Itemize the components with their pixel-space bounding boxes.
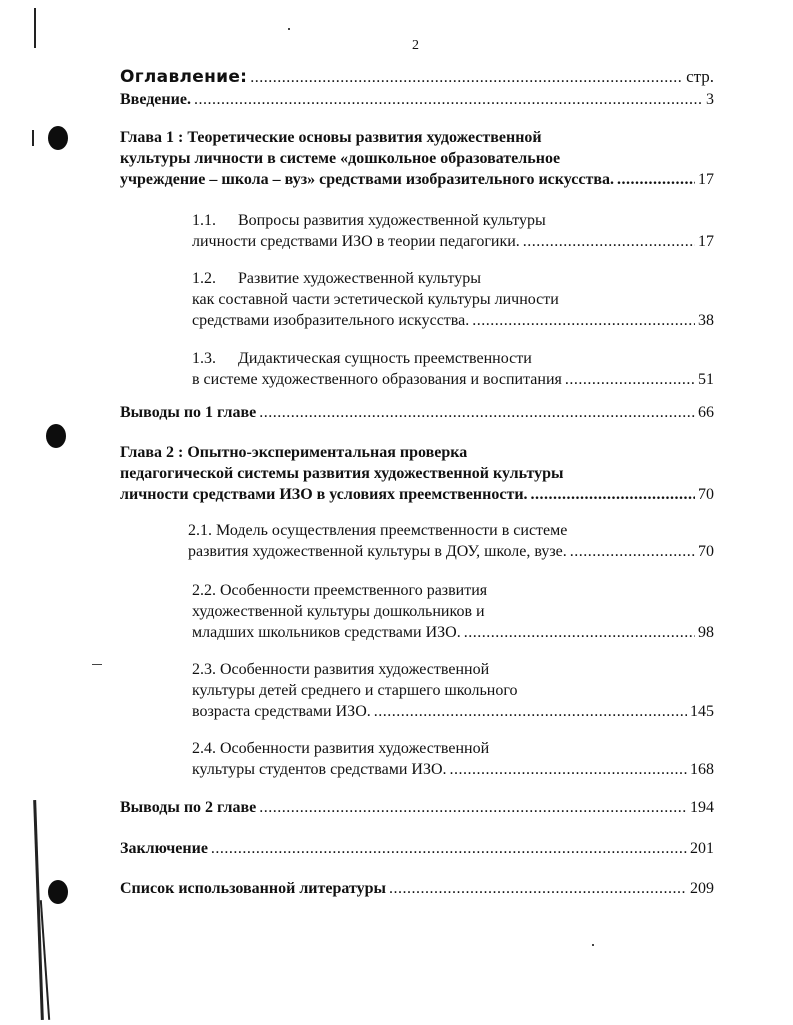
punch-hole (46, 424, 66, 448)
entry-page: 70 (698, 543, 714, 560)
scan-speck (592, 944, 594, 946)
toc-entry-conclusion (120, 838, 714, 859)
section-number: 1.3. (192, 350, 216, 367)
entry-line: культуры детей среднего и старшего школьного (192, 682, 518, 699)
dot-leader (464, 622, 695, 643)
dot-leader (565, 369, 695, 390)
entry-page: 51 (698, 371, 714, 388)
section-number: 1.1. (192, 212, 216, 229)
entry-line-last: развития художественной культуры в ДОУ, школе, вузе. (188, 543, 567, 560)
dot-leader (531, 484, 695, 505)
toc-entry-section-1-2 (192, 268, 714, 331)
entry-page: 70 (698, 486, 714, 503)
toc-entry-section-2-2 (192, 580, 714, 643)
entry-page: 17 (698, 171, 714, 188)
scan-edge-line (34, 8, 36, 48)
dot-leader (389, 878, 687, 899)
entry-line: художественной культуры дошкольников и (192, 603, 485, 620)
entry-line: педагогической системы развития художественной культуры (120, 465, 564, 482)
entry-line-last: средствами изобразительного искусства. (192, 312, 470, 329)
entry-line-last: младших школьников средствами ИЗО. (192, 624, 461, 641)
entry-page: 145 (690, 703, 714, 720)
dot-leader (450, 759, 687, 780)
entry-title: Выводы по 1 главе (120, 404, 257, 421)
entry-title: Список использованной литературы (120, 880, 386, 897)
dot-leader (617, 169, 695, 190)
entry-line: Глава 2 : Опытно-экспериментальная проверка (120, 444, 468, 461)
toc-entry-conclusions-1 (120, 402, 714, 423)
entry-page: 66 (698, 404, 714, 421)
dot-leader (250, 67, 683, 88)
toc-entry-introduction (120, 89, 714, 110)
entry-line: Дидактическая сущность преемственности (238, 350, 532, 367)
toc-entry-section-1-1 (192, 210, 714, 252)
entry-line: Глава 1 : Теоретические основы развития художественной (120, 129, 542, 146)
dot-leader (523, 231, 695, 252)
entry-line-last: личности средствами ИЗО в условиях преемственности. (120, 486, 528, 503)
toc-entry-section-2-3 (192, 659, 714, 722)
dot-leader (259, 797, 687, 818)
scan-speck (92, 664, 102, 665)
entry-page: 3 (706, 91, 714, 108)
entry-page: 38 (698, 312, 714, 329)
scan-speck (288, 28, 290, 30)
entry-page: 209 (690, 880, 714, 897)
scan-edge-line (32, 130, 34, 146)
dot-leader (259, 402, 695, 423)
toc-entry-section-2-1 (188, 520, 714, 562)
dot-leader (194, 89, 703, 110)
entry-page: 17 (698, 233, 714, 250)
toc-entry-chapter-2 (120, 442, 714, 505)
entry-title: Выводы по 2 главе (120, 799, 257, 816)
entry-page: 98 (698, 624, 714, 641)
toc-entry-chapter-1 (120, 127, 714, 190)
entry-line: 2.4. Особенности развития художественной (192, 740, 490, 757)
dot-leader (570, 541, 695, 562)
entry-page: 168 (690, 761, 714, 778)
dot-leader (374, 701, 687, 722)
entry-line-last: учреждение – школа – вуз» средствами изобразительного искусства. (120, 171, 614, 188)
entry-line-last: культуры студентов средствами ИЗО. (192, 761, 447, 778)
entry-line-last: личности средствами ИЗО в теории педагогики. (192, 233, 520, 250)
entry-page: 201 (690, 840, 714, 857)
entry-line-last: возраста средствами ИЗО. (192, 703, 371, 720)
dot-leader (472, 310, 695, 331)
entry-line: 2.2. Особенности преемственного развития (192, 582, 488, 599)
toc-entry-bibliography (120, 878, 714, 899)
toc-entry-section-1-3 (192, 348, 714, 390)
entry-line-last: в системе художественного образования и воспитания (192, 371, 562, 388)
punch-hole (48, 880, 68, 904)
page-number: 2 (412, 38, 419, 53)
entry-line: как составной части эстетической культуры личности (192, 291, 559, 308)
toc-entry-conclusions-2 (120, 797, 714, 818)
entry-line: 2.3. Особенности развития художественной (192, 661, 490, 678)
toc-heading (120, 66, 714, 88)
entry-title: Заключение (120, 840, 208, 857)
entry-page: 194 (690, 799, 714, 816)
toc-title: Оглавление: (120, 67, 248, 87)
dot-leader (211, 838, 687, 859)
page-column-label: стр. (686, 67, 714, 86)
punch-hole (48, 126, 68, 150)
toc-entry-section-2-4 (192, 738, 714, 780)
section-number: 1.2. (192, 270, 216, 287)
entry-line: Развитие художественной культуры (238, 270, 481, 287)
entry-title: Введение. (120, 91, 191, 108)
entry-line: Вопросы развития художественной культуры (238, 212, 546, 229)
entry-line: культуры личности в системе «дошкольное образовательное (120, 150, 561, 167)
entry-line: 2.1. Модель осуществления преемственности в системе (188, 522, 568, 539)
